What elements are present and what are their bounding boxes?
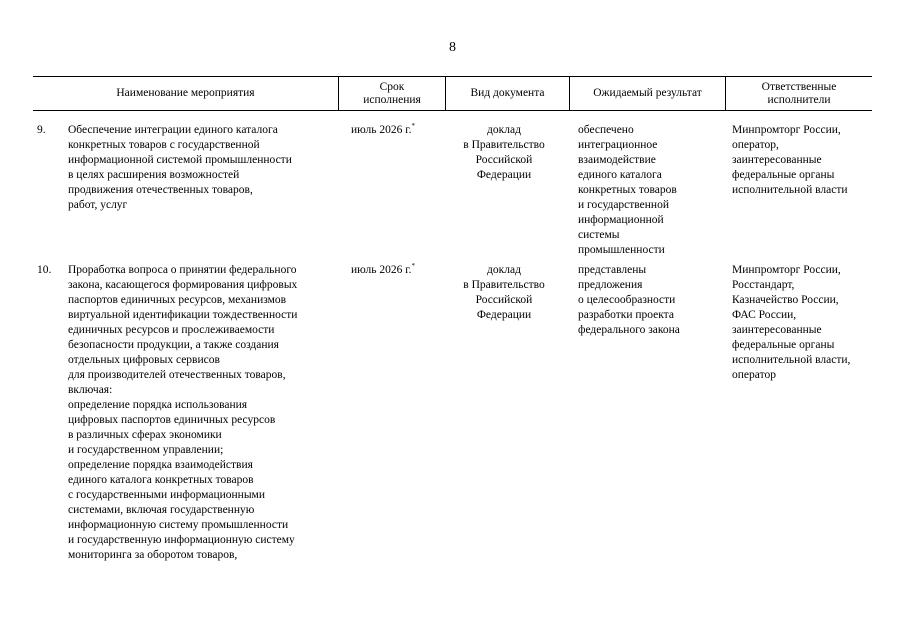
deadline-text: июль 2026 г. — [351, 264, 412, 276]
row-number: 9. — [37, 124, 46, 136]
document-type: доклад в Правительство Российской Федерации — [463, 264, 545, 321]
footnote-mark: * — [411, 122, 415, 130]
responsible-executors: Минпромторг России, Росстандарт, Казначейство России, ФАС России, заинтересованные федеральные органы исполнительной власти, оператор — [732, 264, 851, 381]
measure-name: Проработка вопроса о принятии федерального закона, касающегося формирования цифровых паспортов единичных ресурсов, механизмов виртуальной идентификации тождественности единичных ресурсов и прослеживаемости безопасности продукции, а также создания отдельных цифровых сервисов для производителей отечественных товаров, включая: определение порядка использования цифровых паспортов единичных ресурсов в различных сферах экономики и государственном управлении; определение порядка взаимодействия единого каталога конкретных товаров с государственными информационными системами, включая государственную информационную систему промышленности и государственную информационную систему мониторинга за оборотом товаров, — [68, 264, 298, 561]
deadline — [338, 263, 428, 278]
expected-result: обеспечено интеграционное взаимодействие единого каталога конкретных товаров и государственной информационной системы промышленности — [578, 124, 677, 256]
deadline-text: июль 2026 г. — [351, 124, 412, 136]
page-number: 8 — [449, 40, 456, 55]
measure-name: Обеспечение интеграции единого каталога конкретных товаров с государственной информационной системой промышленности в целях расширения возможностей продвижения отечественных товаров, работ, услуг — [68, 124, 292, 211]
table-header — [33, 76, 872, 111]
header-term: Срок исполнения — [363, 80, 421, 106]
expected-result: представлены предложения о целесообразности разработки проекта федерального закона — [578, 264, 680, 336]
row-number: 10. — [37, 264, 52, 276]
header-name: Наименование мероприятия — [116, 87, 255, 99]
header-responsible: Ответственные исполнители — [761, 80, 837, 106]
deadline — [338, 123, 428, 138]
header-document: Вид документа — [470, 87, 545, 99]
action-plan-table — [33, 76, 872, 561]
document-type: доклад в Правительство Российской Федерации — [463, 124, 545, 181]
header-result: Ожидаемый результат — [593, 87, 702, 99]
footnote-mark: * — [411, 262, 415, 270]
responsible-executors: Минпромторг России, оператор, заинтересованные федеральные органы исполнительной власти — [732, 124, 848, 196]
